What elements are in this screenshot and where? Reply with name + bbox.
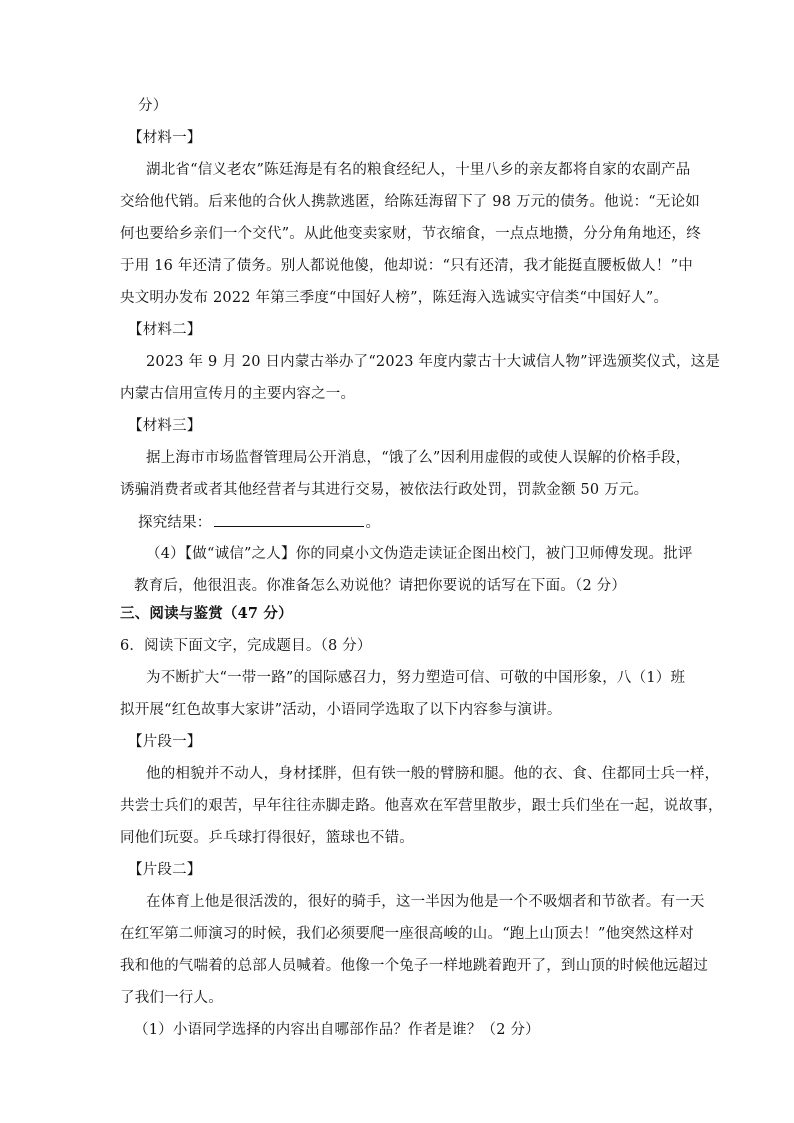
question-4: （4）【做“诚信”之人】你的同桌小文伪造走读证企图出校门，被门卫师傅发现。批评 xyxy=(146,546,693,562)
text-line: 何也要给乡亲们一个交代”。从此他变卖家财，节衣缩食，一点点地攒，分分角角地还，终 xyxy=(120,226,701,242)
text-line: 诱骗消费者或者其他经营者与其进行交易，被依法行政处罚，罚款金额 50 万元。 xyxy=(120,482,649,498)
text-line: 了我们一行人。 xyxy=(120,990,223,1006)
text-line: 在红军第二师演习的时候，我们必须要爬一座很高峻的山。“跑上山顶去！”他突然这样对 xyxy=(120,926,694,942)
text-line: 据上海市市场监督管理局公开消息，“饿了么”因利用虚假的或使人误解的价格手段， xyxy=(146,450,691,466)
text-line: 同他们玩耍。乒乓球打得很好，篮球也不错。 xyxy=(120,830,414,846)
text-line: 于用 16 年还清了债务。别人都说他傻，他却说：“只有还清，我才能挺直腰板做人！”中 xyxy=(120,258,693,274)
text-line: 湖北省“信义老农”陈廷海是有名的粮食经纪人，十里八乡的亲友都将自家的农副产品 xyxy=(146,162,691,178)
text-line: 他的相貌并不动人，身材揉胖，但有铁一般的臂膀和腿。他的衣、食、住都同士兵一样， xyxy=(146,766,720,782)
answer-prompt-label: 探究结果： xyxy=(138,515,212,531)
text-line: 拟开展“红色故事大家讲”活动，小语同学选取了以下内容参与演讲。 xyxy=(120,702,562,718)
section-heading: 【片段二】 xyxy=(128,862,202,878)
section-heading: 【片段一】 xyxy=(128,734,202,750)
part-heading: 三、阅读与鉴赏（47 分） xyxy=(120,605,293,622)
section-heading: 【材料三】 xyxy=(128,418,202,434)
text-line: 分） xyxy=(138,98,168,114)
text-line: 为不断扩大“一带一路”的国际感召力，努力塑造可信、可敬的中国形象，八（1）班 xyxy=(146,670,686,686)
section-heading: 【材料一】 xyxy=(128,130,202,146)
question-6-1: （1）小语同学选择的内容出自哪部作品？作者是谁？（2 分） xyxy=(134,1022,540,1038)
text-line: 我和他的气喘着的总部人员喊着。他像一个兔子一样地跳着跑开了，到山顶的时候他远超过 xyxy=(120,958,708,974)
text-line: 在体育上他是很活泼的，很好的骑手，这一半因为他是一个不吸烟者和节欲者。有一天 xyxy=(146,894,705,910)
text-line: 内蒙古信用宣传月的主要内容之一。 xyxy=(120,386,356,402)
answer-end-mark: 。 xyxy=(365,515,381,531)
text-line: 交给他代销。后来他的合伙人携款逃匿，给陈廷海留下了 98 万元的债务。他说：“无论如 xyxy=(120,194,700,210)
text-line: 教育后，他很沮丧。你准备怎么劝说他？请把你要说的话写在下面。（2 分） xyxy=(134,578,627,594)
text-line: 央文明办发布 2022 年第三季度“中国好人榜”，陈廷海入选诚实守信类“中国好人”。 xyxy=(120,290,669,306)
answer-prompt-line xyxy=(138,512,380,533)
text-line: 2023 年 9 月 20 日内蒙古举办了“2023 年度内蒙古十大诚信人物”评选颁奖仪式，这是 xyxy=(146,354,721,370)
text-line: 共尝士兵们的艰苦，早年往往赤脚走路。他喜欢在军营里散步，跟士兵们坐在一起，说故事， xyxy=(120,798,723,814)
question-6: 6．阅读下面文字，完成题目。（8 分） xyxy=(120,638,372,654)
section-heading: 【材料二】 xyxy=(128,322,202,338)
answer-blank[interactable] xyxy=(214,512,364,527)
